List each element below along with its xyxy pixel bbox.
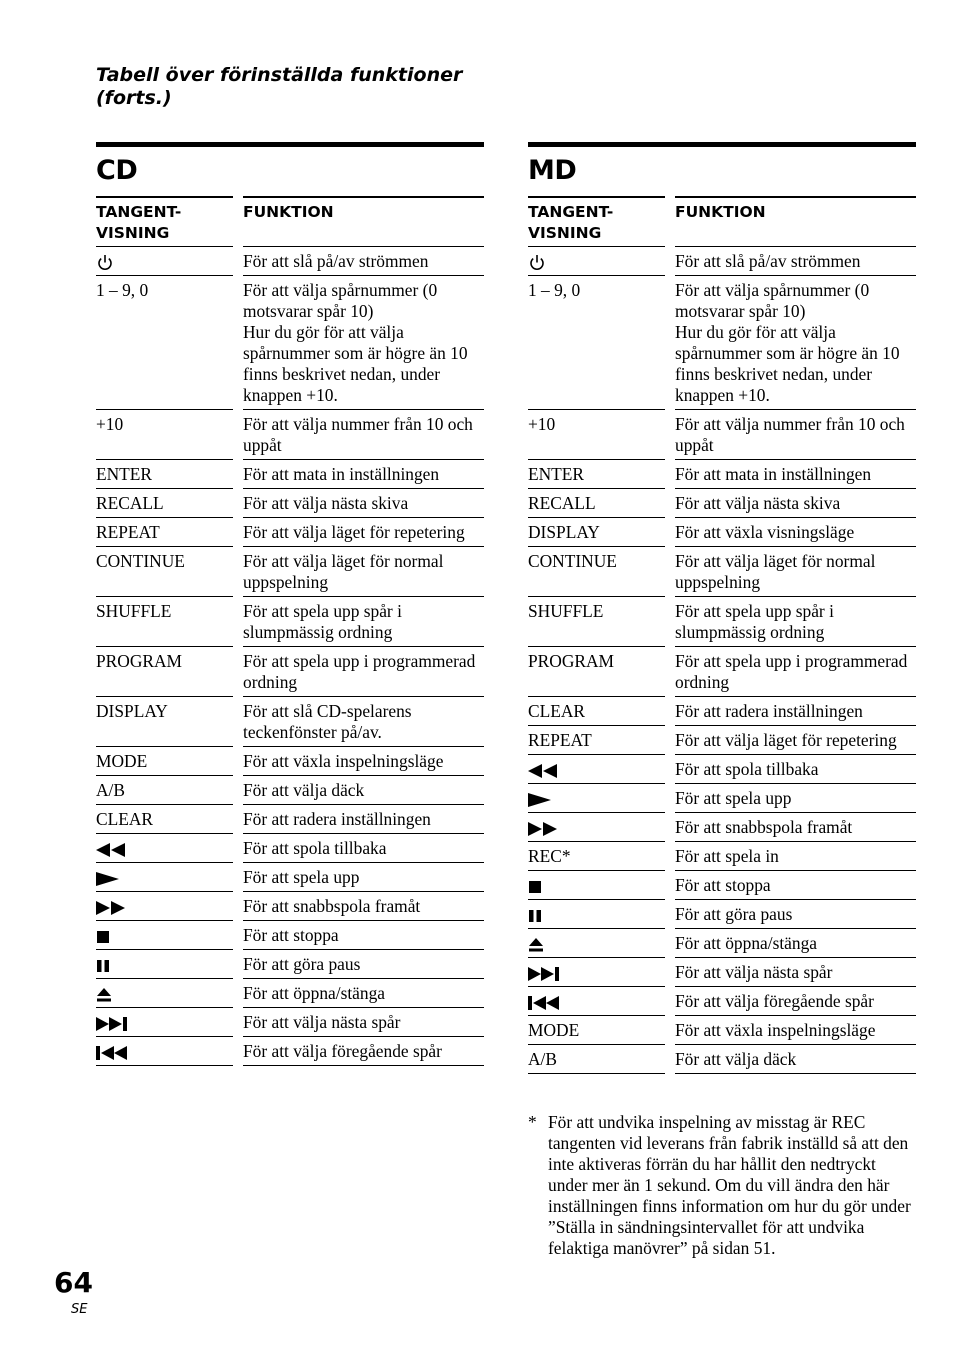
key-label: CONTINUE bbox=[528, 551, 617, 571]
function-description: För att välja nummer från 10 och uppåt bbox=[238, 410, 484, 460]
key-cell bbox=[528, 784, 670, 813]
column-header-key: TANGENT- VISNING bbox=[96, 197, 238, 247]
next-track-icon bbox=[96, 1012, 130, 1032]
footnote-text: För att undvika inspelning av misstag är REC tangenten vid leverans från fabrik inställd så att den inte aktiveras förrän du har hållit den nedtryckt under mer än 1 sekund. Om du vill ändra den här inställningen finns information om hur du gör under ”Ställa in sändningsintervallet för att undvika felaktiga manövrer” på sidan 51. bbox=[548, 1112, 911, 1258]
key-cell bbox=[96, 647, 238, 697]
table-row bbox=[96, 518, 484, 547]
function-description: För att välja spårnummer (0 motsvarar spår 10) Hur du gör för att välja spårnummer som är högre än 10 finns beskrivet nedan, under knappen +10. bbox=[238, 276, 484, 410]
footnote bbox=[528, 1112, 918, 1259]
pause-icon bbox=[528, 904, 542, 924]
key-cell bbox=[96, 892, 238, 921]
function-description: För att mata in inställningen bbox=[670, 460, 916, 489]
table-row bbox=[528, 900, 916, 929]
function-description: För att slå CD-spelarens teckenfönster på/av. bbox=[238, 697, 484, 747]
function-description: För att välja läget för repetering bbox=[238, 518, 484, 547]
key-cell bbox=[528, 597, 670, 647]
function-description: För att växla inspelningsläge bbox=[670, 1016, 916, 1045]
column-header-key: TANGENT- VISNING bbox=[528, 197, 670, 247]
key-label: SHUFFLE bbox=[528, 601, 604, 621]
key-cell bbox=[528, 489, 670, 518]
key-cell bbox=[96, 597, 238, 647]
key-cell bbox=[96, 979, 238, 1008]
key-label: MODE bbox=[528, 1020, 580, 1040]
key-label: 1 – 9, 0 bbox=[528, 280, 581, 300]
table-row bbox=[96, 805, 484, 834]
footnote-marker: * bbox=[528, 1112, 537, 1132]
fast-forward-icon bbox=[96, 896, 126, 916]
table-row bbox=[528, 247, 916, 276]
table-row bbox=[528, 871, 916, 900]
key-cell bbox=[528, 647, 670, 697]
key-cell bbox=[96, 921, 238, 950]
table-row bbox=[96, 276, 484, 410]
page-heading: Tabell över förinställda funktioner (forts.) bbox=[96, 64, 463, 109]
previous-track-icon bbox=[528, 991, 562, 1011]
function-description: För att radera inställningen bbox=[238, 805, 484, 834]
table-row bbox=[96, 1008, 484, 1037]
rewind-icon bbox=[528, 759, 558, 779]
play-icon bbox=[96, 867, 120, 887]
function-description: För att välja spårnummer (0 motsvarar spår 10) Hur du gör för att välja spårnummer som är högre än 10 finns beskrivet nedan, under knappen +10. bbox=[670, 276, 916, 410]
key-label: CLEAR bbox=[96, 809, 154, 829]
function-description: För att mata in inställningen bbox=[238, 460, 484, 489]
table-row bbox=[528, 410, 916, 460]
key-cell bbox=[96, 950, 238, 979]
power-icon bbox=[528, 251, 546, 271]
key-cell bbox=[528, 900, 670, 929]
key-label: RECALL bbox=[96, 493, 164, 513]
md-section bbox=[528, 142, 916, 1074]
function-description: För att välja föregående spår bbox=[670, 987, 916, 1016]
key-cell bbox=[528, 929, 670, 958]
table-row bbox=[528, 987, 916, 1016]
key-cell bbox=[528, 276, 670, 410]
key-cell bbox=[96, 489, 238, 518]
function-description: För att öppna/stänga bbox=[670, 929, 916, 958]
stop-icon bbox=[96, 925, 110, 945]
table-row bbox=[528, 842, 916, 871]
function-description: För att göra paus bbox=[238, 950, 484, 979]
md-title: MD bbox=[528, 155, 577, 186]
md-table-header bbox=[528, 197, 916, 247]
function-description: För att välja föregående spår bbox=[238, 1037, 484, 1066]
pause-icon bbox=[96, 954, 110, 974]
key-cell bbox=[96, 863, 238, 892]
column-header-function: FUNKTION bbox=[238, 197, 484, 247]
function-description: För att välja nästa spår bbox=[238, 1008, 484, 1037]
table-row bbox=[528, 647, 916, 697]
key-cell bbox=[528, 958, 670, 987]
function-description: För att slå på/av strömmen bbox=[670, 247, 916, 276]
play-icon bbox=[528, 788, 552, 808]
key-cell bbox=[528, 813, 670, 842]
table-row bbox=[96, 697, 484, 747]
key-cell bbox=[96, 834, 238, 863]
key-cell bbox=[96, 805, 238, 834]
function-description: För att välja läget för normal uppspelning bbox=[670, 547, 916, 597]
key-cell bbox=[528, 871, 670, 900]
function-description: För att spela in bbox=[670, 842, 916, 871]
key-label: ENTER bbox=[528, 464, 585, 484]
table-row bbox=[528, 518, 916, 547]
key-cell bbox=[96, 247, 238, 276]
md-table-body bbox=[528, 247, 916, 1074]
key-cell bbox=[96, 518, 238, 547]
table-row bbox=[528, 597, 916, 647]
md-table bbox=[528, 196, 916, 1074]
function-description: För att välja däck bbox=[670, 1045, 916, 1074]
table-row bbox=[96, 647, 484, 697]
cd-table-body bbox=[96, 247, 484, 1066]
cd-table bbox=[96, 196, 484, 1066]
key-cell bbox=[96, 460, 238, 489]
table-row bbox=[528, 958, 916, 987]
table-row bbox=[96, 979, 484, 1008]
key-cell bbox=[528, 842, 670, 871]
function-description: För att välja nästa skiva bbox=[670, 489, 916, 518]
key-cell bbox=[528, 987, 670, 1016]
function-description: För att välja nummer från 10 och uppåt bbox=[670, 410, 916, 460]
key-cell bbox=[528, 1016, 670, 1045]
function-description: För att spola tillbaka bbox=[670, 755, 916, 784]
table-row bbox=[96, 460, 484, 489]
table-row bbox=[96, 776, 484, 805]
table-row bbox=[96, 892, 484, 921]
key-cell bbox=[96, 747, 238, 776]
section-rule bbox=[96, 142, 484, 147]
key-cell bbox=[528, 755, 670, 784]
table-row bbox=[528, 726, 916, 755]
key-cell bbox=[96, 547, 238, 597]
key-cell bbox=[528, 726, 670, 755]
function-description: För att spela upp spår i slumpmässig ordning bbox=[670, 597, 916, 647]
table-row bbox=[528, 276, 916, 410]
power-icon bbox=[96, 251, 114, 271]
key-label: A/B bbox=[96, 780, 125, 800]
function-description: För att slå på/av strömmen bbox=[238, 247, 484, 276]
table-row bbox=[528, 1045, 916, 1074]
table-row bbox=[96, 410, 484, 460]
key-label: ENTER bbox=[96, 464, 153, 484]
key-label: A/B bbox=[528, 1049, 557, 1069]
key-label: 1 – 9, 0 bbox=[96, 280, 149, 300]
function-description: För att välja läget för normal uppspelning bbox=[238, 547, 484, 597]
next-track-icon bbox=[528, 962, 562, 982]
function-description: För att välja nästa spår bbox=[670, 958, 916, 987]
cd-table-header bbox=[96, 197, 484, 247]
key-label: DISPLAY bbox=[96, 701, 168, 721]
table-row bbox=[528, 929, 916, 958]
table-row bbox=[96, 1037, 484, 1066]
function-description: För att göra paus bbox=[670, 900, 916, 929]
page-number: 64 bbox=[54, 1266, 93, 1299]
function-description: För att snabbspola framåt bbox=[238, 892, 484, 921]
function-description: För att radera inställningen bbox=[670, 697, 916, 726]
table-row bbox=[96, 747, 484, 776]
function-description: För att spela upp i programmerad ordning bbox=[670, 647, 916, 697]
table-row bbox=[96, 921, 484, 950]
fast-forward-icon bbox=[528, 817, 558, 837]
cd-section bbox=[96, 142, 484, 1066]
table-row bbox=[96, 597, 484, 647]
function-description: För att växla visningsläge bbox=[670, 518, 916, 547]
table-row bbox=[528, 813, 916, 842]
function-description: För att stoppa bbox=[670, 871, 916, 900]
key-label: PROGRAM bbox=[528, 651, 615, 671]
function-description: För att spela upp bbox=[670, 784, 916, 813]
function-description: För att välja nästa skiva bbox=[238, 489, 484, 518]
key-cell bbox=[528, 697, 670, 726]
function-description: För att välja läget för repetering bbox=[670, 726, 916, 755]
function-description: För att spela upp bbox=[238, 863, 484, 892]
key-cell bbox=[96, 776, 238, 805]
function-description: För att spela upp i programmerad ordning bbox=[238, 647, 484, 697]
table-row bbox=[528, 1016, 916, 1045]
table-row bbox=[96, 547, 484, 597]
function-description: För att spela upp spår i slumpmässig ordning bbox=[238, 597, 484, 647]
key-label: CONTINUE bbox=[96, 551, 185, 571]
key-cell bbox=[528, 518, 670, 547]
previous-track-icon bbox=[96, 1041, 130, 1061]
page-language: SE bbox=[71, 1302, 88, 1317]
function-description: För att välja däck bbox=[238, 776, 484, 805]
table-row bbox=[528, 697, 916, 726]
column-header-function: FUNKTION bbox=[670, 197, 916, 247]
key-label: CLEAR bbox=[528, 701, 586, 721]
function-description: För att växla inspelningsläge bbox=[238, 747, 484, 776]
table-row bbox=[528, 460, 916, 489]
table-row bbox=[96, 247, 484, 276]
table-row bbox=[96, 489, 484, 518]
eject-icon bbox=[96, 983, 112, 1003]
key-cell bbox=[96, 697, 238, 747]
section-rule bbox=[528, 142, 916, 147]
table-row bbox=[528, 784, 916, 813]
table-row bbox=[96, 950, 484, 979]
table-row bbox=[528, 489, 916, 518]
key-cell bbox=[96, 276, 238, 410]
table-row bbox=[96, 863, 484, 892]
key-cell bbox=[528, 247, 670, 276]
table-row bbox=[528, 755, 916, 784]
function-description: För att snabbspola framåt bbox=[670, 813, 916, 842]
function-description: För att öppna/stänga bbox=[238, 979, 484, 1008]
table-row bbox=[96, 834, 484, 863]
stop-icon bbox=[528, 875, 542, 895]
rewind-icon bbox=[96, 838, 126, 858]
key-cell bbox=[528, 547, 670, 597]
key-label: +10 bbox=[96, 414, 124, 434]
key-label: REPEAT bbox=[96, 522, 160, 542]
function-description: För att spola tillbaka bbox=[238, 834, 484, 863]
function-description: För att stoppa bbox=[238, 921, 484, 950]
key-label: SHUFFLE bbox=[96, 601, 172, 621]
key-cell bbox=[528, 460, 670, 489]
key-cell bbox=[528, 1045, 670, 1074]
key-label: DISPLAY bbox=[528, 522, 600, 542]
key-label: REC* bbox=[528, 846, 571, 866]
key-cell bbox=[528, 410, 670, 460]
cd-title: CD bbox=[96, 155, 138, 186]
key-label: +10 bbox=[528, 414, 556, 434]
key-label: PROGRAM bbox=[96, 651, 183, 671]
key-cell bbox=[96, 1008, 238, 1037]
key-label: REPEAT bbox=[528, 730, 592, 750]
key-label: MODE bbox=[96, 751, 148, 771]
key-cell bbox=[96, 410, 238, 460]
eject-icon bbox=[528, 933, 544, 953]
key-label: RECALL bbox=[528, 493, 596, 513]
table-row bbox=[528, 547, 916, 597]
key-cell bbox=[96, 1037, 238, 1066]
